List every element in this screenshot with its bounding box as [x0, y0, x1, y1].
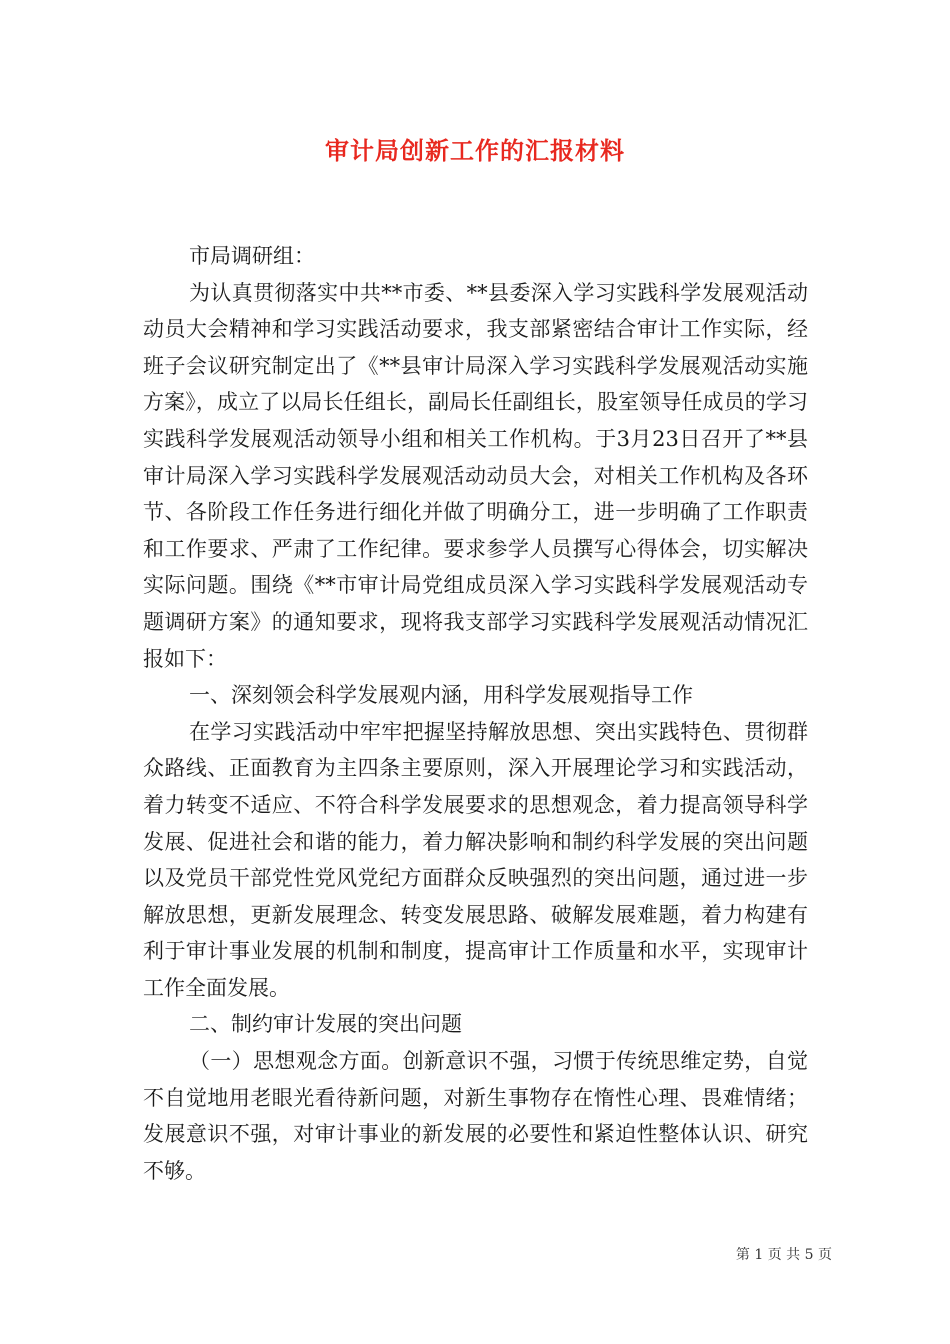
paragraph-intro: 为认真贯彻落实中共**市委、**县委深入学习实践科学发展观活动动员大会精神和学习实践活动要求，我支部紧密结合审计工作实际，经班子会议研究制定出了《**县审计局深入学习实践科学发展观活动实施方案》，成立了以局长任组长，副局长任副组长，股室领导任成员的学习实践科学发展观活动领导小组和相关工作机构。于3月23日召开了**县审计局深入学习实践科学发展观活动动员大会，对相关工作机构及各环节、各阶段工作任务进行细化并做了明确分工，进一步明确了工作职责和工作要求、严肃了工作纪律。要求参学人员撰写心得体会，切实解决实际问题。围绕《**市审计局党组成员深入学习实践科学发展观活动专题调研方案》的通知要求，现将我支部学习实践科学发展观活动情况汇报如下：: [143, 280, 808, 671]
paragraph-section-1: 在学习实践活动中牢牢把握坚持解放思想、突出实践特色、贯彻群众路线、正面教育为主四条主要原则，深入开展理论学习和实践活动，着力转变不适应、不符合科学发展要求的思想观念，着力提高领导科学发展、促进社会和谐的能力，着力解决影响和制约科学发展的突出问题以及党员干部党性党风党纪方面群众反映强烈的突出问题，通过进一步解放思想，更新发展理念、转变发展思路、破解发展难题，着力构建有利于审计事业发展的机制和制度，提高审计工作质量和水平，实现审计工作全面发展。: [143, 719, 808, 1000]
document-body: [143, 238, 808, 1189]
document-title: 审计局创新工作的汇报材料: [325, 136, 625, 165]
section-heading-2: 二、制约审计发展的突出问题: [189, 1012, 462, 1037]
section-heading-1: 一、深刻领会科学发展观内涵，用科学发展观指导工作: [189, 683, 693, 708]
paragraph-subsection-1: （一）思想观念方面。创新意识不强，习惯于传统思维定势，自觉不自觉地用老眼光看待新问题，对新生事物存在惰性心理、畏难情绪；发展意识不强，对审计事业的新发展的必要性和紧迫性整体认识、研究不够。: [143, 1049, 808, 1183]
salutation: 市局调研组：: [189, 244, 315, 268]
page-number: 第 1 页 共 5 页: [735, 1247, 832, 1263]
